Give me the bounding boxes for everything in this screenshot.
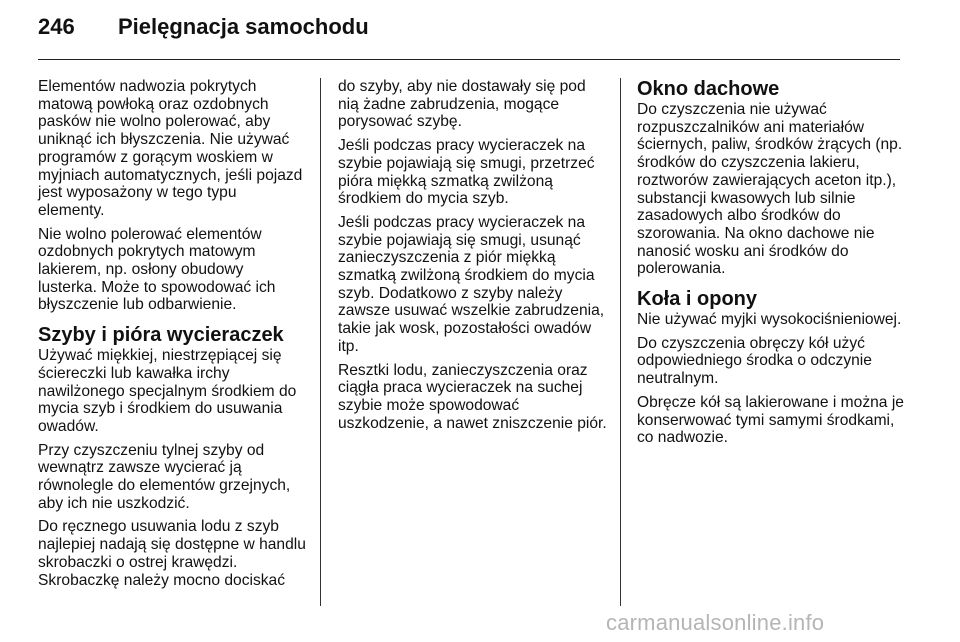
paragraph-rim-paint: Obręcze kół są lakierowane i można je konserwować tymi samymi środkami, co nadwozie. (637, 393, 904, 447)
column-1 (38, 78, 306, 595)
column-divider (320, 78, 321, 606)
paragraph-ice-residue: Resztki lodu, zanieczyszczenia oraz ciągła praca wycieraczek na suchej szybie może spowodować uszkodzenie, a nawet zniszczenie piór. (338, 361, 607, 432)
paragraph-scraper-cont: do szyby, aby nie dostawały się pod nią żadne zabrudzenia, mogące porysować szybę. (338, 78, 586, 131)
page-number: 246 (38, 14, 75, 39)
paragraph-streaks-2: Jeśli podczas pracy wycieraczek na szybie pojawiają się smugi, usunąć zanieczyszczenia z piór miękką szmatką zwilżoną środkiem do mycia szyb. Dodatkowo z szyby należy zawsze usuwać wszelkie zabrudzenia, takie jak wosk, pozostałości owadów itp. (338, 213, 605, 355)
column-divider (620, 78, 621, 606)
header-rule (38, 59, 900, 60)
paragraph-matte-polish: Nie wolno polerować elementów ozdobnych pokrytych matowym lakierem, np. osłony obudowy lusterka. Może to spowodować ich błyszczenie lub odbarwienie. (38, 225, 276, 314)
paragraph-pressure-washer: Nie używać myjki wysokociśnieniowej. (637, 311, 902, 329)
watermark: carmanualsonline.info (606, 610, 825, 635)
paragraph-cloth: Używać miękkiej, niestrzępiącej się ściereczki lub kawałka irchy nawilżonego specjalnym środkiem do mycia szyb i środkiem do usuwania owadów. (38, 347, 297, 435)
heading-sunroof: Okno dachowe (637, 78, 780, 100)
paragraph-rear-window: Przy czyszczeniu tylnej szyby od wewnątrz zawsze wycierać ją równolegle do elementów grzejnych, aby ich nie uszkodzić. (38, 441, 291, 512)
paragraph-ice-scraper: Do ręcznego usuwania lodu z szyb najlepiej nadają się dostępne w handlu skrobaczki o ostrej krawędzi. Skrobaczkę należy mocno dociskać (38, 518, 306, 589)
column-3 (637, 78, 907, 453)
paragraph-sunroof: Do czyszczenia nie używać rozpuszczalników ani materiałów ściernych, paliw, środków żrących (np. środków do czyszczenia lakieru, roztworów zawierających aceton itp.), substancji kwasowych lub silnie zasadowych albo środków do szorowania. Na okno dachowe nie nanosić wosku ani środków do polerowania. (637, 101, 903, 278)
page-title: Pielęgnacja samochodu (118, 14, 369, 39)
paragraph-rim-cleaner: Do czyszczenia obręczy kół użyć odpowiedniego środka o odczynie neutralnym. (637, 334, 872, 388)
paragraph-matte-trim: Elementów nadwozia pokrytych matową powłoką oraz ozdobnych pasków nie wolno polerować, aby uniknąć ich błyszczenia. Nie używać programów z gorącym woskiem w myjniach automatycznych, jeśli pojazd jest wyposażony w tego typu elementy. (38, 78, 303, 219)
paragraph-streaks-1: Jeśli podczas pracy wycieraczek na szybie pojawiają się smugi, przetrzeć pióra miękką szmatką zwilżoną środkiem do mycia szyb. (338, 137, 595, 208)
column-2 (338, 78, 608, 438)
heading-wheels-tyres: Koła i opony (637, 288, 757, 311)
heading-windows-wipers: Szyby i pióra wycieraczek (38, 324, 284, 347)
